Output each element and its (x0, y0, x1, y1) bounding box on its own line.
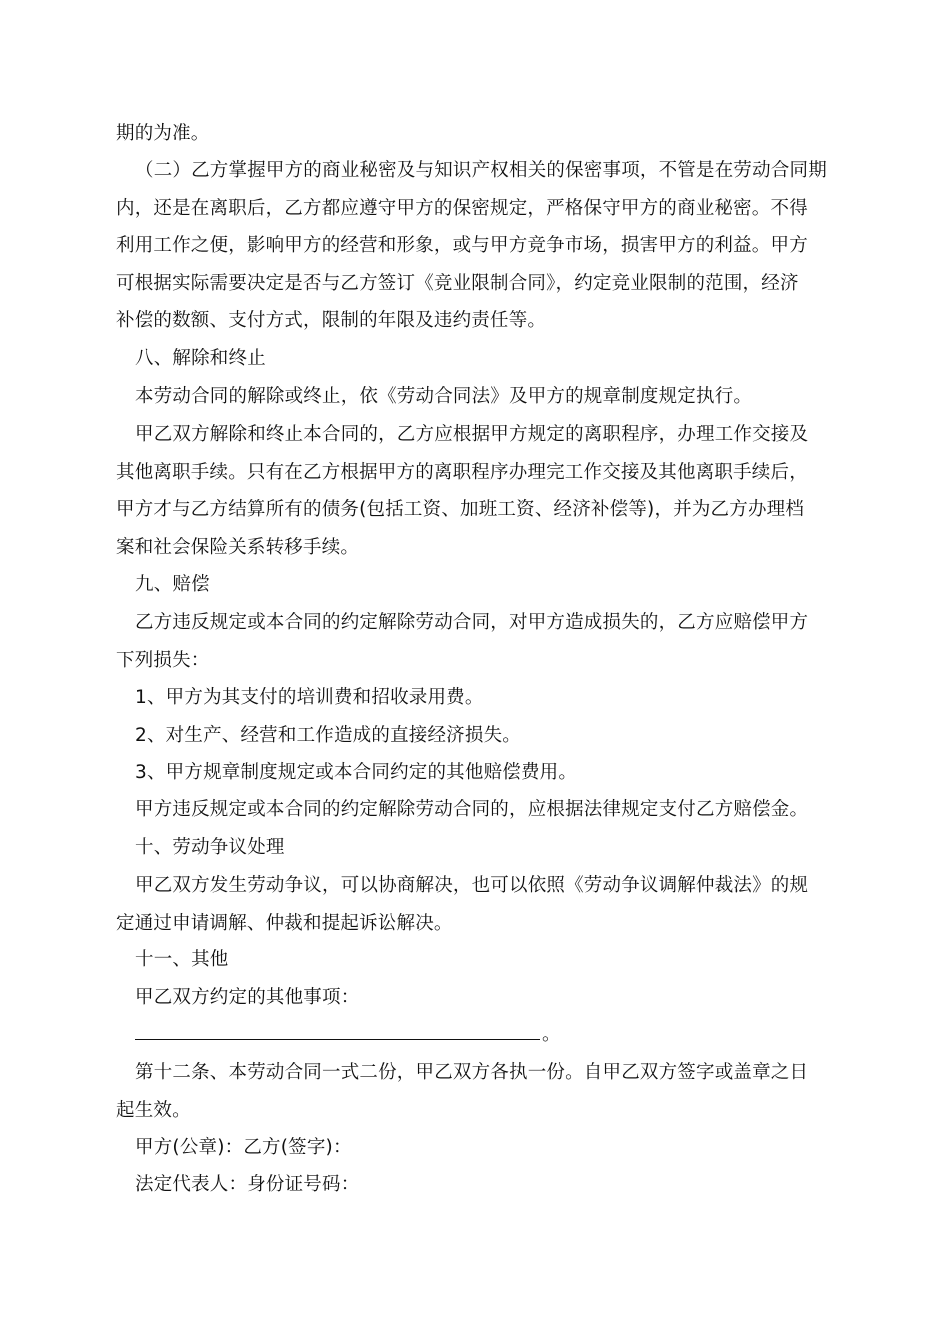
list-item: 2、对生产、经营和工作造成的直接经济损失。 (135, 725, 521, 746)
text-line: 案和社会保险关系转移手续。 (116, 536, 360, 558)
paragraph-employer-breach (116, 791, 840, 829)
text-line: 期的为准。 (116, 123, 210, 144)
text-line: 其他离职手续。只有在乙方根据甲方的离职程序办理完工作交接及其他离职手续后， (116, 461, 808, 483)
paragraph-termination-rule (116, 378, 840, 416)
text-line: 定通过申请调解、仲裁和提起诉讼解决。 (116, 912, 453, 934)
text-line: 甲乙双方解除和终止本合同的，乙方应根据甲方规定的离职程序，办理工作交接及 (135, 424, 809, 445)
text-line: 下列损失： (116, 649, 210, 671)
signature-party-line (116, 1129, 840, 1167)
paragraph-resignation-procedure (116, 416, 840, 566)
list-item-direct-loss (116, 717, 840, 755)
blank-fill-line (135, 1017, 540, 1040)
section-heading: 十一、其他 (135, 949, 229, 970)
section-heading-termination (116, 340, 840, 378)
section-heading: 十、劳动争议处理 (135, 837, 285, 858)
text-line: 利用工作之便，影响甲方的经营和形象，或与甲方竞争市场，损害甲方的利益。甲方 (116, 235, 808, 256)
paragraph-seven-end (116, 115, 840, 153)
text-line: 甲乙双方约定的其他事项： (135, 987, 360, 1008)
paragraph-compensation (116, 604, 840, 679)
signature-representative-line (116, 1166, 840, 1204)
text-line: 法定代表人：身份证号码： (135, 1174, 360, 1195)
text-line: 甲乙双方发生劳动争议，可以协商解决，也可以依照《劳动争议调解仲裁法》的规 (135, 875, 809, 896)
text-line: 本劳动合同的解除或终止，依《劳动合同法》及甲方的规章制度规定执行。 (135, 386, 753, 407)
section-heading: 九、赔偿 (135, 574, 210, 595)
section-heading-compensation (116, 566, 840, 604)
text-line: 甲方才与乙方结算所有的债务(包括工资、加班工资、经济补偿等)，并为乙方办理档 (116, 499, 805, 520)
text-line: 可根据实际需要决定是否与乙方签订《竞业限制合同》，约定竞业限制的范围，经济 (116, 272, 799, 294)
paragraph-article-twelve (116, 1054, 840, 1129)
paragraph-confidentiality (116, 152, 840, 340)
text-line: 第十二条、本劳动合同一式二份，甲乙双方各执一份。自甲乙双方签字或盖章之日 (135, 1062, 809, 1083)
paragraph-dispute (116, 867, 840, 942)
fill-in-line (116, 1016, 840, 1054)
list-item: 1、甲方为其支付的培训费和招收录用费。 (135, 687, 484, 708)
text-line: 内，还是在离职后，乙方都应遵守甲方的保密规定，严格保守甲方的商业秘密。不得 (116, 197, 808, 219)
section-heading-other (116, 941, 840, 979)
text-line: 甲方(公章)：乙方(签字)： (135, 1137, 352, 1158)
list-item-other-compensation (116, 754, 840, 792)
section-heading: 八、解除和终止 (135, 348, 266, 369)
text-line: 甲方违反规定或本合同的约定解除劳动合同的，应根据法律规定支付乙方赔偿金。 (135, 799, 809, 820)
list-item-training-fee (116, 679, 840, 717)
text-line (116, 1016, 840, 1054)
text-line: 补偿的数额、支付方式，限制的年限及违约责任等。 (116, 310, 547, 331)
paragraph-other-matters (116, 979, 840, 1017)
text-line: 乙方违反规定或本合同的约定解除劳动合同，对甲方造成损失的，乙方应赔偿甲方 (135, 612, 809, 633)
text-line: （二）乙方掌握甲方的商业秘密及与知识产权相关的保密事项，不管是在劳动合同期 (135, 160, 827, 181)
text-line: 起生效。 (116, 1099, 191, 1121)
list-item: 3、甲方规章制度规定或本合同约定的其他赔偿费用。 (135, 762, 578, 783)
line-end-period: 。 (542, 1024, 561, 1045)
section-heading-dispute (116, 829, 840, 867)
